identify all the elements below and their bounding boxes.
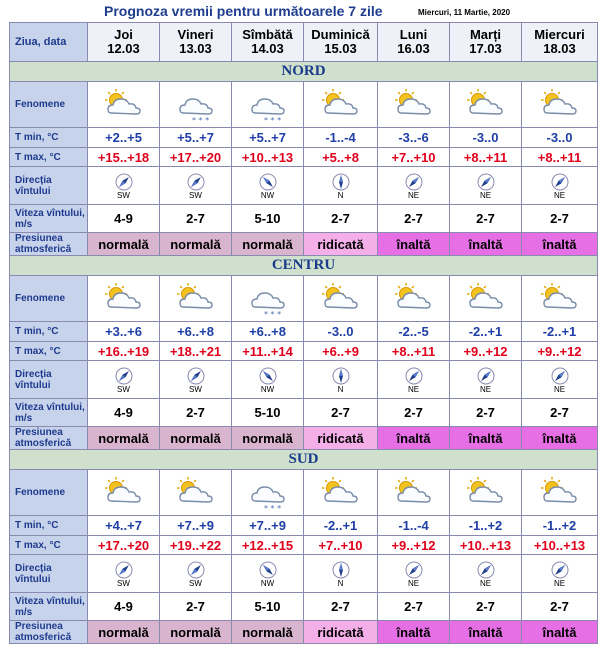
tmax-value: +7..+10 bbox=[378, 148, 450, 167]
wind-speed-value: 4-9 bbox=[88, 205, 160, 233]
wind-direction-label: NW bbox=[260, 579, 275, 588]
pressure-value: normală bbox=[88, 233, 160, 256]
compass-icon bbox=[378, 561, 449, 579]
svg-text:* * *: * * * bbox=[191, 115, 209, 124]
pressure-value: normală bbox=[88, 621, 160, 644]
wind-speed-value: 2-7 bbox=[450, 593, 522, 621]
tmin-value: -1..+2 bbox=[450, 516, 522, 536]
compass-icon bbox=[160, 561, 231, 579]
partly-cloudy-icon bbox=[378, 470, 450, 516]
compass-icon bbox=[304, 173, 377, 191]
day-header bbox=[304, 23, 378, 62]
wind-speed-value: 5-10 bbox=[232, 205, 304, 233]
tmin-value: -3..0 bbox=[450, 128, 522, 148]
wind-direction-cell bbox=[522, 167, 598, 205]
partly-cloudy-icon bbox=[88, 276, 160, 322]
day-date: 16.03 bbox=[397, 41, 430, 56]
pressure-value: ridicată bbox=[304, 233, 378, 256]
cloudy-snow-icon bbox=[232, 276, 304, 322]
wind-direction-label: SW bbox=[117, 191, 130, 200]
tmin-value: +7..+9 bbox=[232, 516, 304, 536]
tmin-row bbox=[10, 516, 598, 536]
day-name: Sîmbătă bbox=[242, 27, 293, 42]
wind-direction-row bbox=[10, 555, 598, 593]
partly-cloudy-icon bbox=[304, 276, 378, 322]
compass-icon bbox=[232, 561, 303, 579]
wind-speed-row bbox=[10, 593, 598, 621]
phenomena-row bbox=[10, 82, 598, 128]
wind-direction-label: NE bbox=[479, 579, 492, 588]
tmin-value: -1..-4 bbox=[304, 128, 378, 148]
tmin-value: +6..+8 bbox=[160, 322, 232, 342]
pressure-value: normală bbox=[88, 427, 160, 450]
day-name: Duminică bbox=[311, 27, 370, 42]
row-label-wind_speed: Viteza vîntului, m/s bbox=[10, 399, 88, 427]
region-header bbox=[10, 256, 598, 276]
partly-cloudy-icon bbox=[304, 470, 378, 516]
tmax-value: +17..+20 bbox=[160, 148, 232, 167]
row-label-wind_speed: Viteza vîntului, m/s bbox=[10, 205, 88, 233]
row-label-phenomena: Fenomene bbox=[10, 470, 88, 516]
compass-icon bbox=[160, 367, 231, 385]
tmin-value: -3..0 bbox=[304, 322, 378, 342]
partly-cloudy-icon bbox=[160, 470, 232, 516]
compass-icon bbox=[522, 561, 597, 579]
current-date: Miercuri, 11 Martie, 2020 bbox=[418, 8, 511, 17]
pressure-value: normală bbox=[232, 233, 304, 256]
day-name: Luni bbox=[399, 27, 428, 42]
svg-text:* * *: * * * bbox=[263, 503, 281, 512]
wind-direction-cell bbox=[378, 167, 450, 205]
pressure-row bbox=[10, 233, 598, 256]
compass-icon bbox=[450, 173, 521, 191]
tmin-value: -2..+1 bbox=[522, 322, 598, 342]
wind-direction-cell bbox=[522, 555, 598, 593]
svg-text:* * *: * * * bbox=[263, 309, 281, 318]
wind-direction-label: N bbox=[337, 191, 344, 200]
tmin-value: -2..+1 bbox=[304, 516, 378, 536]
tmin-value: +5..+7 bbox=[160, 128, 232, 148]
tmax-value: +10..+13 bbox=[522, 536, 598, 555]
pressure-value: înaltă bbox=[450, 233, 522, 256]
tmin-row bbox=[10, 322, 598, 342]
day-header bbox=[88, 23, 160, 62]
pressure-value: normală bbox=[160, 427, 232, 450]
row-label-tmax: T max, °C bbox=[10, 536, 88, 555]
wind-direction-row bbox=[10, 361, 598, 399]
tmax-value: +12..+15 bbox=[232, 536, 304, 555]
wind-direction-cell bbox=[88, 361, 160, 399]
wind-speed-value: 2-7 bbox=[304, 593, 378, 621]
wind-direction-label: SW bbox=[189, 385, 202, 394]
wind-direction-cell bbox=[450, 167, 522, 205]
tmax-value: +11..+14 bbox=[232, 342, 304, 361]
wind-direction-cell bbox=[304, 361, 378, 399]
title-bar bbox=[0, 0, 600, 22]
day-name: Vineri bbox=[177, 27, 214, 42]
tmin-value: +4..+7 bbox=[88, 516, 160, 536]
tmax-value: +16..+19 bbox=[88, 342, 160, 361]
tmax-value: +8..+11 bbox=[378, 342, 450, 361]
tmin-value: +3..+6 bbox=[88, 322, 160, 342]
day-date: 18.03 bbox=[543, 41, 576, 56]
tmax-value: +8..+11 bbox=[450, 148, 522, 167]
wind-direction-cell bbox=[232, 361, 304, 399]
tmax-value: +6..+9 bbox=[304, 342, 378, 361]
row-label-phenomena: Fenomene bbox=[10, 82, 88, 128]
day-date: 15.03 bbox=[324, 41, 357, 56]
wind-direction-label: NE bbox=[479, 385, 492, 394]
wind-speed-value: 2-7 bbox=[522, 399, 598, 427]
wind-speed-value: 2-7 bbox=[450, 205, 522, 233]
wind-direction-label: SW bbox=[117, 579, 130, 588]
partly-cloudy-icon bbox=[450, 470, 522, 516]
wind-direction-label: SW bbox=[189, 191, 202, 200]
wind-direction-label: NE bbox=[407, 385, 420, 394]
row-label-wind_dir: Direcția vîntului bbox=[10, 167, 88, 205]
pressure-value: înaltă bbox=[522, 233, 598, 256]
cloudy-snow-icon bbox=[232, 82, 304, 128]
wind-speed-value: 5-10 bbox=[232, 593, 304, 621]
pressure-value: înaltă bbox=[522, 621, 598, 644]
forecast-table bbox=[9, 22, 598, 644]
wind-direction-label: NW bbox=[260, 385, 275, 394]
day-name: Marți bbox=[469, 27, 502, 42]
day-header bbox=[378, 23, 450, 62]
tmax-value: +8..+11 bbox=[522, 148, 598, 167]
tmin-value: -1..-4 bbox=[378, 516, 450, 536]
pressure-value: normală bbox=[160, 233, 232, 256]
wind-direction-cell bbox=[88, 167, 160, 205]
tmax-value: +10..+13 bbox=[232, 148, 304, 167]
wind-speed-value: 2-7 bbox=[378, 205, 450, 233]
compass-icon bbox=[232, 367, 303, 385]
wind-speed-value: 2-7 bbox=[160, 399, 232, 427]
wind-direction-cell bbox=[88, 555, 160, 593]
compass-icon bbox=[304, 367, 377, 385]
partly-cloudy-icon bbox=[378, 276, 450, 322]
wind-direction-row bbox=[10, 167, 598, 205]
partly-cloudy-icon bbox=[522, 276, 598, 322]
wind-speed-row bbox=[10, 399, 598, 427]
row-label-tmax: T max, °C bbox=[10, 342, 88, 361]
tmin-value: -3..-6 bbox=[378, 128, 450, 148]
tmin-value: +5..+7 bbox=[232, 128, 304, 148]
pressure-value: înaltă bbox=[378, 621, 450, 644]
svg-text:* * *: * * * bbox=[263, 115, 281, 124]
compass-icon bbox=[378, 367, 449, 385]
wind-direction-cell bbox=[160, 167, 232, 205]
page-title: Prognoza vremii pentru următoarele 7 zile bbox=[104, 3, 383, 19]
pressure-value: înaltă bbox=[450, 621, 522, 644]
wind-speed-value: 2-7 bbox=[522, 205, 598, 233]
tmax-value: +19..+22 bbox=[160, 536, 232, 555]
tmin-value: -2..-5 bbox=[378, 322, 450, 342]
compass-icon bbox=[160, 173, 231, 191]
wind-direction-label: NE bbox=[553, 191, 566, 200]
cloudy-snow-icon bbox=[232, 470, 304, 516]
row-label-pressure: Presiunea atmosferică bbox=[10, 621, 88, 644]
wind-direction-cell bbox=[378, 555, 450, 593]
wind-direction-cell bbox=[160, 361, 232, 399]
tmax-value: +5..+8 bbox=[304, 148, 378, 167]
partly-cloudy-icon bbox=[522, 82, 598, 128]
compass-icon bbox=[378, 173, 449, 191]
tmax-value: +9..+12 bbox=[522, 342, 598, 361]
cloudy-snow-icon bbox=[160, 82, 232, 128]
row-label-phenomena: Fenomene bbox=[10, 276, 88, 322]
partly-cloudy-icon bbox=[522, 470, 598, 516]
day-name: Miercuri bbox=[534, 27, 585, 42]
wind-direction-cell bbox=[304, 167, 378, 205]
compass-icon bbox=[522, 367, 597, 385]
wind-speed-value: 2-7 bbox=[304, 399, 378, 427]
tmax-value: +18..+21 bbox=[160, 342, 232, 361]
region-name: CENTRU bbox=[10, 256, 598, 276]
wind-speed-value: 2-7 bbox=[378, 593, 450, 621]
wind-direction-cell bbox=[450, 361, 522, 399]
day-date: 13.03 bbox=[179, 41, 212, 56]
tmax-row bbox=[10, 148, 598, 167]
region-header bbox=[10, 62, 598, 82]
day-date: 14.03 bbox=[251, 41, 284, 56]
wind-direction-label: NE bbox=[553, 385, 566, 394]
wind-speed-value: 2-7 bbox=[522, 593, 598, 621]
wind-direction-cell bbox=[450, 555, 522, 593]
wind-direction-cell bbox=[160, 555, 232, 593]
pressure-value: normală bbox=[232, 427, 304, 450]
pressure-value: înaltă bbox=[522, 427, 598, 450]
compass-icon bbox=[522, 173, 597, 191]
day-date: 17.03 bbox=[469, 41, 502, 56]
row-label-tmin: T min, °C bbox=[10, 128, 88, 148]
wind-direction-cell bbox=[378, 361, 450, 399]
header-row bbox=[10, 23, 598, 62]
wind-speed-value: 4-9 bbox=[88, 399, 160, 427]
wind-direction-label: NE bbox=[407, 191, 420, 200]
pressure-value: înaltă bbox=[378, 233, 450, 256]
wind-direction-cell bbox=[522, 361, 598, 399]
pressure-value: ridicată bbox=[304, 427, 378, 450]
wind-direction-label: NE bbox=[407, 579, 420, 588]
phenomena-row bbox=[10, 470, 598, 516]
wind-speed-value: 5-10 bbox=[232, 399, 304, 427]
tmin-value: -3..0 bbox=[522, 128, 598, 148]
day-name: Joi bbox=[114, 27, 133, 42]
partly-cloudy-icon bbox=[304, 82, 378, 128]
day-header bbox=[232, 23, 304, 62]
tmax-value: +9..+12 bbox=[450, 342, 522, 361]
wind-direction-label: NW bbox=[260, 191, 275, 200]
day-header bbox=[160, 23, 232, 62]
wind-direction-label: N bbox=[337, 385, 344, 394]
tmin-row bbox=[10, 128, 598, 148]
tmax-row bbox=[10, 536, 598, 555]
wind-direction-label: N bbox=[337, 579, 344, 588]
compass-icon bbox=[304, 561, 377, 579]
tmax-value: +9..+12 bbox=[378, 536, 450, 555]
partly-cloudy-icon bbox=[450, 82, 522, 128]
tmin-value: -2..+1 bbox=[450, 322, 522, 342]
wind-speed-value: 2-7 bbox=[160, 205, 232, 233]
row-label-tmin: T min, °C bbox=[10, 516, 88, 536]
wind-direction-label: NE bbox=[479, 191, 492, 200]
compass-icon bbox=[450, 367, 521, 385]
tmin-value: +2..+5 bbox=[88, 128, 160, 148]
wind-speed-value: 2-7 bbox=[378, 399, 450, 427]
tmax-value: +10..+13 bbox=[450, 536, 522, 555]
compass-icon bbox=[88, 173, 159, 191]
region-name: NORD bbox=[10, 62, 598, 82]
row-label-pressure: Presiunea atmosferică bbox=[10, 233, 88, 256]
wind-speed-row bbox=[10, 205, 598, 233]
partly-cloudy-icon bbox=[378, 82, 450, 128]
day-header bbox=[450, 23, 522, 62]
pressure-value: normală bbox=[160, 621, 232, 644]
pressure-value: înaltă bbox=[450, 427, 522, 450]
compass-icon bbox=[88, 367, 159, 385]
pressure-value: ridicată bbox=[304, 621, 378, 644]
wind-direction-cell bbox=[232, 167, 304, 205]
compass-icon bbox=[450, 561, 521, 579]
row-label-tmax: T max, °C bbox=[10, 148, 88, 167]
tmin-value: +6..+8 bbox=[232, 322, 304, 342]
row-label-pressure: Presiunea atmosferică bbox=[10, 427, 88, 450]
tmax-value: +17..+20 bbox=[88, 536, 160, 555]
tmax-value: +15..+18 bbox=[88, 148, 160, 167]
tmin-value: -1..+2 bbox=[522, 516, 598, 536]
row-label-wind_dir: Direcția vîntului bbox=[10, 361, 88, 399]
tmax-value: +7..+10 bbox=[304, 536, 378, 555]
pressure-value: normală bbox=[232, 621, 304, 644]
compass-icon bbox=[232, 173, 303, 191]
pressure-row bbox=[10, 621, 598, 644]
partly-cloudy-icon bbox=[450, 276, 522, 322]
wind-direction-label: SW bbox=[189, 579, 202, 588]
wind-speed-value: 2-7 bbox=[450, 399, 522, 427]
pressure-value: înaltă bbox=[378, 427, 450, 450]
header-label: Ziua, data bbox=[10, 23, 88, 62]
tmax-row bbox=[10, 342, 598, 361]
partly-cloudy-icon bbox=[160, 276, 232, 322]
region-name: SUD bbox=[10, 450, 598, 470]
region-header bbox=[10, 450, 598, 470]
day-header bbox=[522, 23, 598, 62]
row-label-wind_dir: Direcția vîntului bbox=[10, 555, 88, 593]
wind-speed-value: 2-7 bbox=[304, 205, 378, 233]
wind-direction-label: SW bbox=[117, 385, 130, 394]
wind-direction-cell bbox=[304, 555, 378, 593]
wind-speed-value: 4-9 bbox=[88, 593, 160, 621]
phenomena-row bbox=[10, 276, 598, 322]
partly-cloudy-icon bbox=[88, 82, 160, 128]
compass-icon bbox=[88, 561, 159, 579]
day-date: 12.03 bbox=[107, 41, 140, 56]
wind-direction-label: NE bbox=[553, 579, 566, 588]
wind-speed-value: 2-7 bbox=[160, 593, 232, 621]
row-label-tmin: T min, °C bbox=[10, 322, 88, 342]
partly-cloudy-icon bbox=[88, 470, 160, 516]
pressure-row bbox=[10, 427, 598, 450]
wind-direction-cell bbox=[232, 555, 304, 593]
row-label-wind_speed: Viteza vîntului, m/s bbox=[10, 593, 88, 621]
tmin-value: +7..+9 bbox=[160, 516, 232, 536]
